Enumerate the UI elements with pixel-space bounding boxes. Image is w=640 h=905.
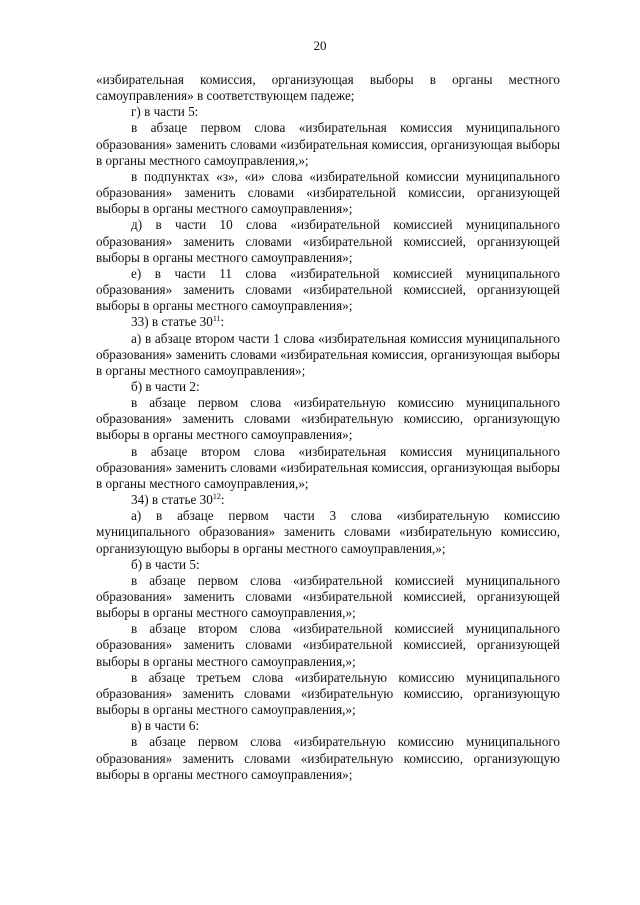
paragraph-suffix: : [220, 492, 225, 508]
paragraph-text: в абзаце первом слова «избирательную комиссию муниципального образования» заменить словами «избирательную комиссию, организующую выборы в органы местного самоуправления»; [96, 395, 560, 443]
paragraph-text: в абзаце первом слова «избирательной комиссией муниципального образования» заменить словами «избирательной комиссией, организующей выборы в органы местного самоуправления,»; [96, 572, 560, 621]
paragraph [96, 217, 560, 265]
paragraph [96, 557, 560, 573]
paragraph [96, 331, 560, 379]
paragraph [96, 718, 560, 734]
page-number: 20 [313, 38, 327, 53]
article-superscript: 11 [212, 314, 221, 324]
paragraph-text: д) в части 10 слова «избирательной комиссией муниципального образования» заменить словами «избирательной комиссией, организующей выборы в органы местного самоуправления»; [96, 217, 560, 265]
paragraph-suffix: : [220, 314, 225, 330]
paragraph [96, 573, 560, 621]
paragraph [96, 314, 560, 330]
paragraph-text: в) в части 6: [131, 718, 200, 734]
paragraph [96, 734, 560, 782]
paragraph [96, 72, 560, 104]
paragraph-text: а) в абзаце втором части 1 слова «избирательная комиссия муниципального образования» заменить словами «избирательная комиссия, организующая выборы в органы местного самоуправления»; [96, 330, 560, 378]
paragraph-text: в абзаце первом слова «избирательная комиссия муниципального образования» заменить словами «избирательная комиссия, организующая выборы в органы местного самоуправления,»; [96, 120, 560, 168]
document-body [96, 72, 560, 783]
paragraph-text: в абзаце втором слова «избирательная комиссия муниципального образования» заменить словами «избирательная комиссия, организующая выборы в органы местного самоуправления,»; [96, 443, 560, 491]
paragraph [96, 379, 560, 395]
paragraph-text: 33) в статье 30 [131, 314, 213, 330]
paragraph [96, 492, 560, 508]
paragraph [96, 120, 560, 168]
paragraph [96, 670, 560, 718]
paragraph [96, 395, 560, 443]
paragraph [96, 104, 560, 120]
paragraph-text: 34) в статье 30 [131, 492, 213, 508]
paragraph-text: в абзаце первом слова «избирательную комиссию муниципального образования» заменить словами «избирательную комиссию, организующую выборы в органы местного самоуправления»; [96, 734, 560, 782]
paragraph-text: а) в абзаце первом части 3 слова «избирательную комиссию муниципального образования» заменить словами «избирательную комиссию, организующую выборы в органы местного самоуправления,»; [96, 508, 560, 556]
paragraph-text: г) в части 5: [131, 104, 199, 120]
paragraph [96, 444, 560, 492]
paragraph-text: в подпунктах «з», «и» слова «избирательной комиссии муниципального образования» заменить словами «избирательной комиссии, организующей выборы в органы местного самоуправления»; [96, 168, 560, 217]
paragraph-text: е) в части 11 слова «избирательной комиссией муниципального образования» заменить словами «избирательной комиссией, организующей выборы в органы местного самоуправления»; [96, 265, 560, 314]
paragraph [96, 508, 560, 556]
paragraph-text: «избирательная комиссия, организующая выборы в органы местного самоуправления» в соответствующем падеже; [96, 72, 560, 104]
paragraph [96, 266, 560, 314]
paragraph-text: в абзаце третьем слова «избирательную комиссию муниципального образования» заменить словами «избирательную комиссию, организующую выборы в органы местного самоуправления,»; [96, 669, 560, 718]
paragraph [96, 621, 560, 669]
paragraph-text: б) в части 2: [131, 378, 200, 394]
paragraph-text: б) в части 5: [131, 556, 200, 572]
paragraph-text: в абзаце втором слова «избирательной комиссией муниципального образования» заменить словами «избирательной комиссией, организующей выборы в органы местного самоуправления,»; [96, 621, 560, 669]
paragraph [96, 169, 560, 217]
article-superscript: 12 [212, 492, 221, 502]
